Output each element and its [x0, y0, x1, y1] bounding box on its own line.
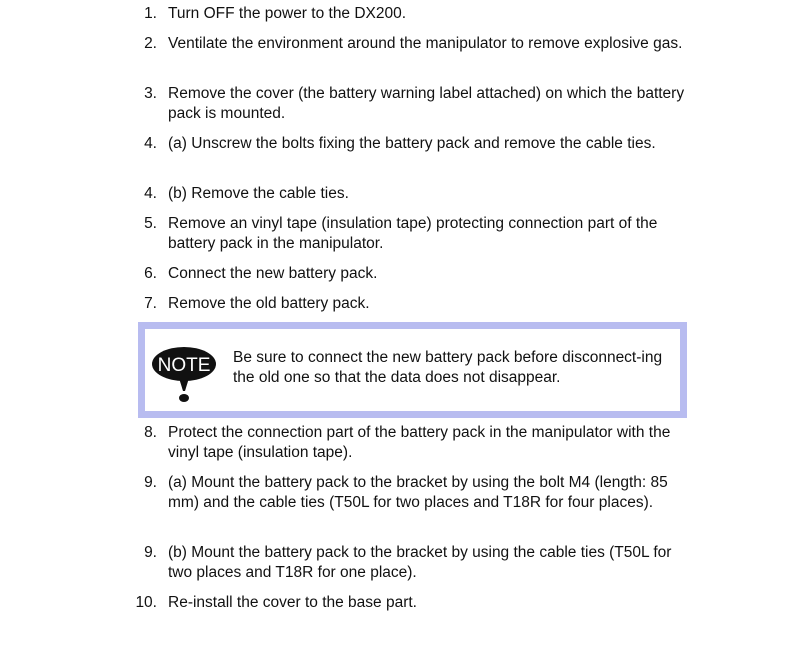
step-number: 3.: [144, 85, 157, 102]
step-number: 4.: [144, 185, 157, 202]
step-text: Remove an vinyl tape (insulation tape) protecting connection part of the battery pack in the manipulator.: [168, 215, 658, 252]
step-text: Protect the connection part of the battery pack in the manipulator with the vinyl tape (insulation tape).: [168, 424, 671, 461]
step-number: 9.: [144, 544, 157, 561]
step-text: (b) Mount the battery pack to the bracket by using the cable ties (T50L for two places and T18R for one place).: [168, 544, 672, 581]
note-text: Be sure to connect the new battery pack before disconnect-ing the old one so that the data does not disappear.: [233, 349, 663, 386]
step-number: 10.: [135, 594, 157, 611]
step-number: 6.: [144, 265, 157, 282]
step-number: 7.: [144, 295, 157, 312]
step-text: (a) Mount the battery pack to the bracket by using the bolt M4 (length: 85 mm) and the cable ties (T50L for two places and T18R for four places).: [168, 474, 668, 511]
step-text: Ventilate the environment around the manipulator to remove explosive gas.: [168, 35, 683, 52]
note-box: [138, 322, 687, 418]
step-text: (a) Unscrew the bolts fixing the battery pack and remove the cable ties.: [168, 135, 656, 152]
step-text: Connect the new battery pack.: [168, 265, 378, 282]
step-text: Remove the cover (the battery warning label attached) on which the battery pack is mounted.: [168, 85, 685, 122]
step-text: Turn OFF the power to the DX200.: [168, 5, 407, 22]
step-text: Re-install the cover to the base part.: [168, 594, 417, 611]
note-label: NOTE: [157, 355, 211, 376]
step-text: (b) Remove the cable ties.: [168, 185, 349, 202]
note-icon: [151, 340, 217, 404]
step-number: 8.: [144, 424, 157, 441]
step-number: 9.: [144, 474, 157, 491]
step-number: 2.: [144, 35, 157, 52]
step-number: 1.: [144, 5, 157, 22]
step-number: 5.: [144, 215, 157, 232]
step-number: 4.: [144, 135, 157, 152]
step-text: Remove the old battery pack.: [168, 295, 370, 312]
